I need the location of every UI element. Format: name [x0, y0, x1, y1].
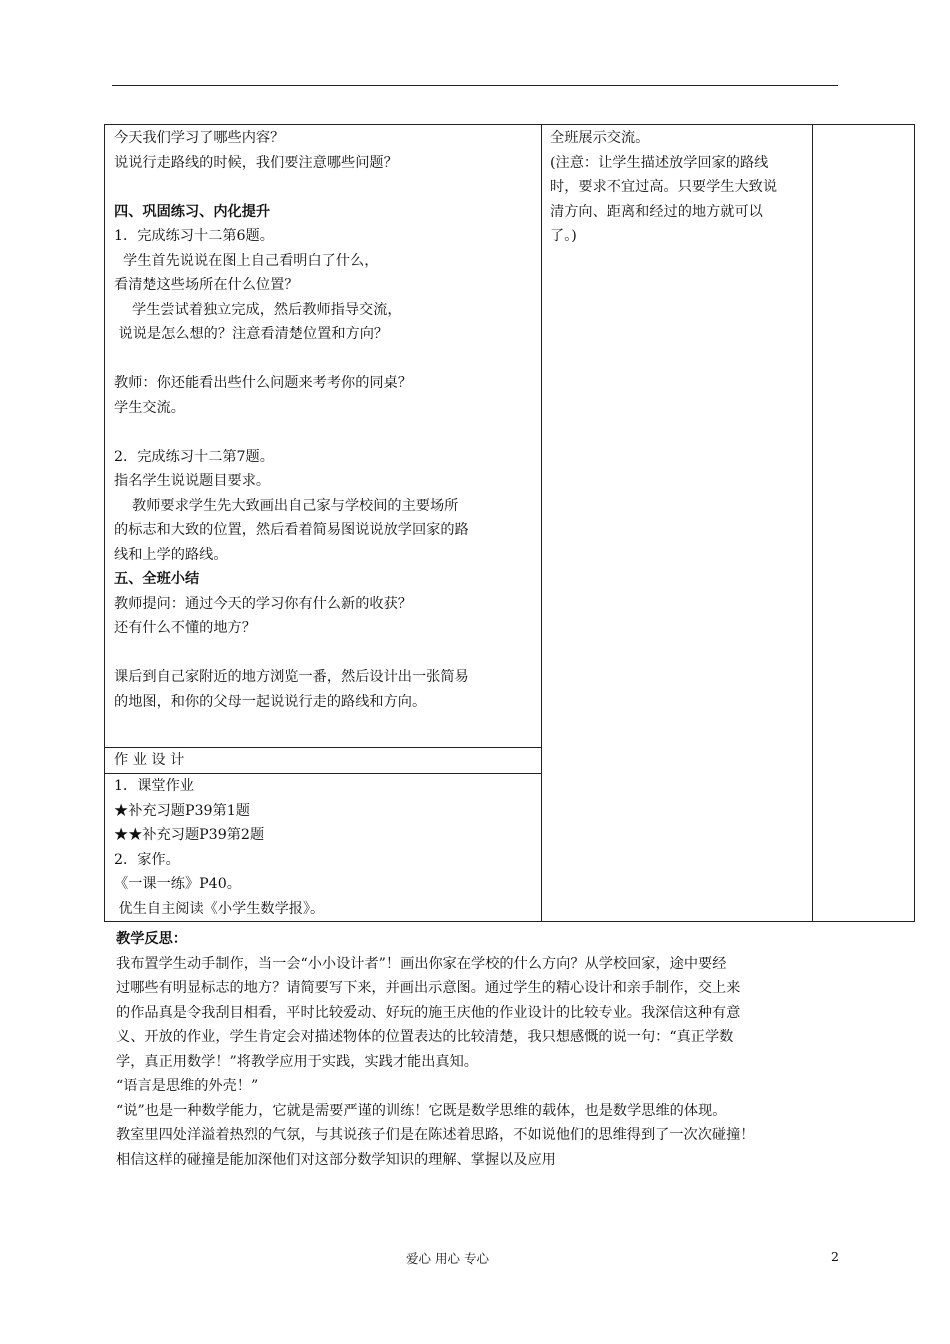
notes-line: (注意：让学生描述放学回家的路线 — [550, 154, 769, 171]
notes-line: 时，要求不宜过高。只要学生大致说 — [550, 179, 778, 195]
homework-line: ★补充习题P39第1题 — [114, 802, 250, 819]
homework-title-cell — [105, 748, 542, 774]
lesson-line: 学生首先说说在图上自己看明白了什么， — [114, 252, 379, 269]
page-number: 2 — [831, 1249, 839, 1264]
reflection-line: 义、开放的作业，学生肯定会对描述物体的位置表达的比较清楚，我只想感慨的说一句：“真正学数 — [116, 1029, 734, 1045]
lesson-line: 说说是怎么想的？注意看清楚位置和方向？ — [114, 326, 389, 342]
reflection-line: “说”也是一种数学能力，它就是需要严谨的训练！它既是数学思维的载体，也是数学思维的体现。 — [116, 1102, 727, 1119]
reflection-line: “语言是思维的外壳！” — [116, 1078, 259, 1094]
lesson-line: 教师提问：通过今天的学习你有什么新的收获？ — [114, 595, 412, 612]
lesson-line: 课后到自己家附近的地方浏览一番，然后设计出一张简易 — [114, 669, 469, 685]
lesson-line — [105, 347, 541, 372]
blank-cell — [813, 125, 915, 922]
lesson-line: 四、巩固练习、内化提升 — [114, 203, 271, 220]
lesson-line: 看清楚这些场所在什么位置？ — [114, 277, 299, 293]
homework-line: 1．课堂作业 — [114, 778, 194, 794]
lesson-line: 学生交流。 — [114, 399, 185, 416]
homework-line: 优生自主阅读《小学生数学报》。 — [114, 900, 325, 917]
lesson-line: 线和上学的路线。 — [114, 546, 228, 563]
notes-line: 全班展示交流。 — [550, 130, 650, 146]
lesson-line: 指名学生说说题目要求。 — [114, 473, 271, 489]
reflection-line: 过哪些有明显标志的地方？请简要写下来，并画出示意图。通过学生的精心设计和亲手制作，交上来 — [116, 980, 741, 996]
reflection-title: 教学反思： — [116, 931, 187, 947]
lesson-line: 今天我们学习了哪些内容？ — [114, 130, 285, 146]
reflection-line: 我布置学生动手制作，当一会“小小设计者”！画出你家在学校的什么方向？从学校回家，途中要经 — [116, 955, 727, 972]
notes-cell — [542, 125, 813, 922]
lesson-content-cell — [105, 125, 542, 748]
reflection-line: 学，真正用数学！”将教学应用于实践，实践才能出真知。 — [116, 1053, 478, 1070]
lesson-row — [105, 125, 915, 748]
lesson-line — [105, 175, 541, 200]
homework-line: ★★补充习题P39第2题 — [114, 827, 265, 843]
lesson-line: 的地图，和你的父母一起说说行走的路线和方向。 — [114, 693, 427, 710]
lesson-line: 五、全班小结 — [114, 571, 200, 587]
reflection-line: 教室里四处洋溢着热烈的气氛，与其说孩子们是在陈述着思路，不如说他们的思维得到了一次次碰撞！ — [116, 1127, 755, 1143]
homework-cell — [105, 774, 542, 922]
homework-line: 《一课一练》P40。 — [114, 876, 241, 892]
lesson-line: 2．完成练习十二第7题。 — [114, 448, 274, 465]
lesson-line — [105, 420, 541, 445]
reflection-line: 相信这样的碰撞是能加深他们对这部分数学知识的理解、掌握以及应用 — [116, 1151, 556, 1168]
notes-line: 了。) — [550, 228, 577, 244]
homework-line: 2．家作。 — [114, 851, 180, 868]
lesson-line: 还有什么不懂的地方？ — [114, 620, 256, 636]
lesson-line: 教师：你还能看出些什么问题来考考你的同桌？ — [114, 375, 412, 391]
lesson-line: 学生尝试着独立完成，然后教师指导交流， — [114, 301, 402, 318]
header-rule — [112, 85, 838, 86]
lesson-line — [105, 641, 541, 666]
reflection-section — [116, 927, 840, 1172]
lesson-line — [105, 714, 541, 739]
notes-line: 清方向、距离和经过的地方就可以 — [550, 203, 763, 220]
lesson-line: 教师要求学生先大致画出自己家与学校间的主要场所 — [114, 497, 459, 514]
lesson-line: 的标志和大致的位置，然后看着简易图说说放学回家的路 — [114, 522, 469, 538]
footer-motto: 爱心 用心 专心 — [406, 1251, 489, 1266]
homework-title: 作 业 设 计 — [114, 752, 185, 768]
reflection-line: 的作品真是令我刮目相看，平时比较爱动、好玩的施王庆他的作业设计的比较专业。我深信这种有意 — [116, 1004, 741, 1021]
lesson-line: 1．完成练习十二第6题。 — [114, 228, 274, 244]
lesson-line: 说说行走路线的时候，我们要注意哪些问题？ — [114, 154, 398, 171]
lesson-table — [104, 124, 915, 922]
